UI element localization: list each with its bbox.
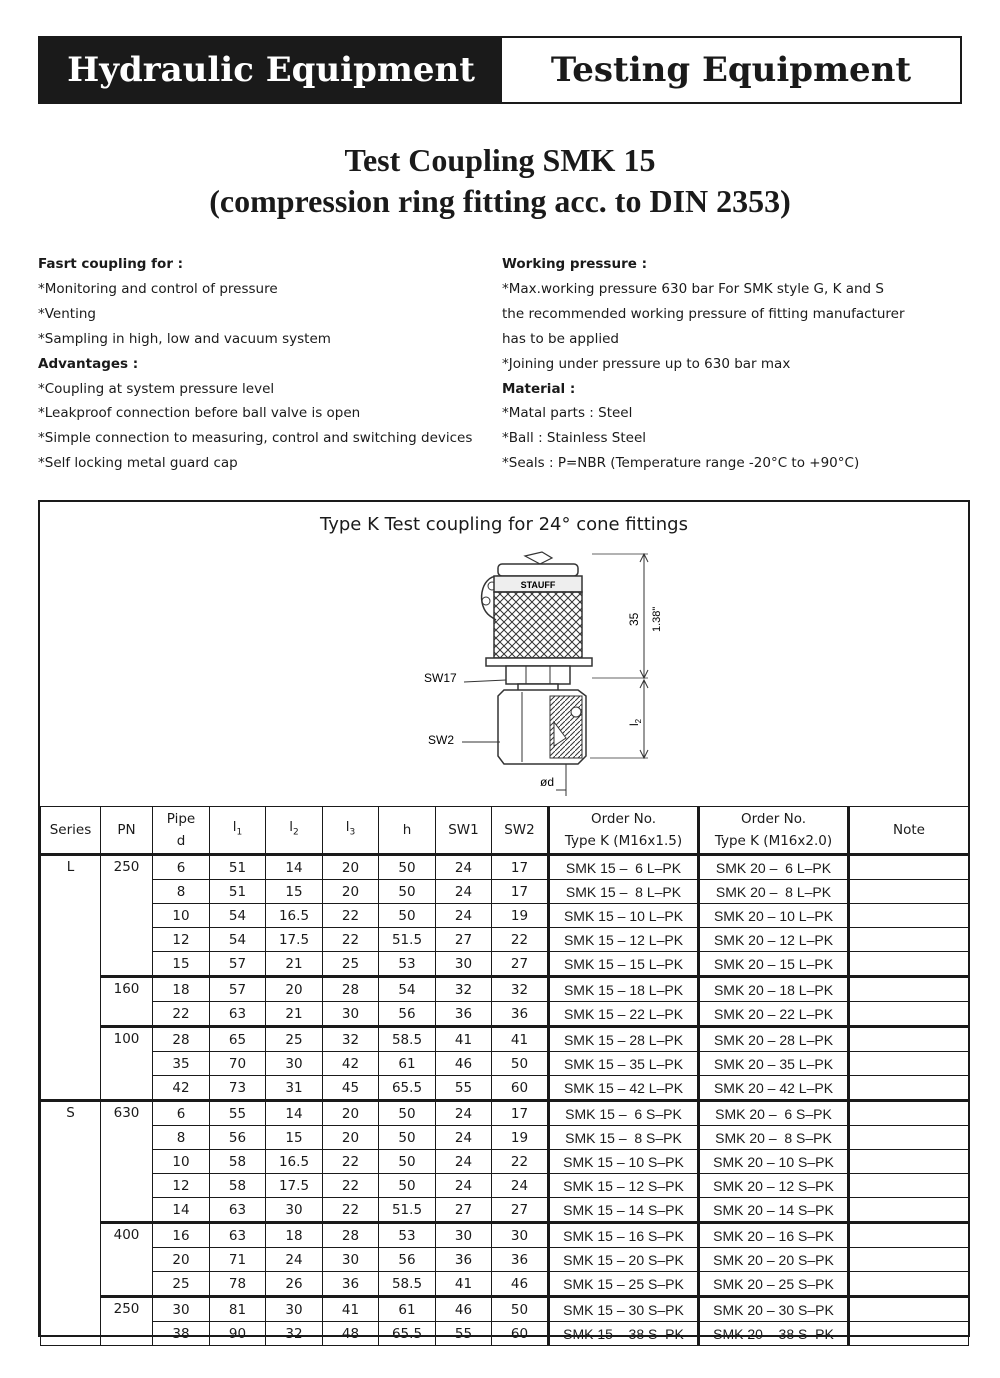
table-row <box>41 1223 969 1248</box>
value-cell: 30 <box>436 952 492 977</box>
value-cell: 36 <box>436 1002 492 1027</box>
value-cell: 50 <box>379 855 436 880</box>
table-row <box>41 855 969 880</box>
order-number-cell: SMK 15 – 12 S–PK <box>549 1174 699 1198</box>
value-cell: 50 <box>492 1297 549 1322</box>
col-l3: $l_3$ <box>323 807 379 855</box>
order-number-cell: SMK 20 – 15 L–PK <box>699 952 849 977</box>
value-cell: 30 <box>266 1052 323 1076</box>
value-cell: 10 <box>153 904 210 928</box>
value-cell: 70 <box>210 1052 266 1076</box>
value-cell: 41 <box>323 1297 379 1322</box>
knurled-body-icon <box>494 592 582 658</box>
order-number-cell: SMK 15 – 8 L–PK <box>549 880 699 904</box>
value-cell: 45 <box>323 1076 379 1101</box>
value-cell: 51 <box>210 880 266 904</box>
page-subtitle: (compression ring fitting acc. to DIN 2353) <box>209 183 791 219</box>
order-number-cell: SMK 20 – 14 S–PK <box>699 1198 849 1223</box>
order-number-cell: SMK 20 – 6 L–PK <box>699 855 849 880</box>
order-number-cell: SMK 15 – 10 L–PK <box>549 904 699 928</box>
value-cell: 15 <box>153 952 210 977</box>
value-cell: 71 <box>210 1248 266 1272</box>
table-row <box>41 1052 969 1076</box>
value-cell: 50 <box>379 1174 436 1198</box>
value-cell: 22 <box>323 1174 379 1198</box>
info-heading: Advantages : <box>38 355 139 372</box>
note-cell <box>849 1174 969 1198</box>
col-order-m16x20: Order No. Type K (M16x2.0) <box>699 807 849 855</box>
table-row <box>41 1198 969 1223</box>
value-cell: 28 <box>153 1027 210 1052</box>
cap-top-icon <box>498 564 578 576</box>
value-cell: 22 <box>323 928 379 952</box>
page-title: Test Coupling SMK 15 <box>344 142 656 178</box>
order-number-cell: SMK 15 – 10 S–PK <box>549 1150 699 1174</box>
value-cell: 25 <box>323 952 379 977</box>
value-cell: 41 <box>492 1027 549 1052</box>
info-line: *Sampling in high, low and vacuum system <box>38 330 331 347</box>
value-cell: 58.5 <box>379 1272 436 1297</box>
value-cell: 21 <box>266 1002 323 1027</box>
note-cell <box>849 1223 969 1248</box>
order-number-cell: SMK 20 – 6 S–PK <box>699 1101 849 1126</box>
value-cell: 56 <box>210 1126 266 1150</box>
note-cell <box>849 1248 969 1272</box>
note-cell <box>849 1150 969 1174</box>
order-number-cell: SMK 20 – 20 S–PK <box>699 1248 849 1272</box>
value-cell: 55 <box>436 1322 492 1346</box>
col-pn: PN <box>101 807 153 855</box>
value-cell: 16 <box>153 1223 210 1248</box>
info-line: *Matal parts : Steel <box>502 405 633 422</box>
order-number-cell: SMK 20 – 8 S–PK <box>699 1126 849 1150</box>
value-cell: 30 <box>266 1198 323 1223</box>
value-cell: 55 <box>210 1101 266 1126</box>
value-cell: 36 <box>492 1248 549 1272</box>
col-sw1: SW1 <box>436 807 492 855</box>
note-cell <box>849 1297 969 1322</box>
value-cell: 30 <box>492 1223 549 1248</box>
value-cell: 20 <box>323 1126 379 1150</box>
pn-cell: 250 <box>101 1297 153 1346</box>
order-number-cell: SMK 20 – 18 L–PK <box>699 977 849 1002</box>
value-cell: 61 <box>379 1052 436 1076</box>
value-cell: 54 <box>210 904 266 928</box>
col-l2: $l_2$ <box>266 807 323 855</box>
value-cell: 42 <box>153 1076 210 1101</box>
value-cell: 50 <box>379 1101 436 1126</box>
value-cell: 24 <box>436 1126 492 1150</box>
value-cell: 26 <box>266 1272 323 1297</box>
value-cell: 28 <box>323 1223 379 1248</box>
order-number-cell: SMK 20 – 25 S–PK <box>699 1272 849 1297</box>
value-cell: 63 <box>210 1198 266 1223</box>
value-cell: 60 <box>492 1076 549 1101</box>
value-cell: 42 <box>323 1052 379 1076</box>
value-cell: 17 <box>492 1101 549 1126</box>
order-number-cell: SMK 15 – 6 L–PK <box>549 855 699 880</box>
note-cell <box>849 928 969 952</box>
value-cell: 38 <box>153 1322 210 1346</box>
order-number-cell: SMK 20 – 10 L–PK <box>699 904 849 928</box>
info-line: *Monitoring and control of pressure <box>38 280 278 297</box>
value-cell: 46 <box>436 1052 492 1076</box>
info-line: *Ball : Stainless Steel <box>502 430 646 447</box>
coupling-diagram <box>380 546 680 806</box>
value-cell: 24 <box>436 1150 492 1174</box>
table-row <box>41 904 969 928</box>
note-cell <box>849 1076 969 1101</box>
order-number-cell: SMK 15 – 30 S–PK <box>549 1297 699 1322</box>
spec-table <box>40 806 969 1346</box>
value-cell: 65 <box>210 1027 266 1052</box>
value-cell: 58 <box>210 1174 266 1198</box>
value-cell: 15 <box>266 1126 323 1150</box>
table-row <box>41 977 969 1002</box>
value-cell: 56 <box>379 1248 436 1272</box>
value-cell: 17.5 <box>266 928 323 952</box>
value-cell: 30 <box>436 1223 492 1248</box>
value-cell: 53 <box>379 952 436 977</box>
value-cell: 14 <box>266 855 323 880</box>
value-cell: 20 <box>266 977 323 1002</box>
value-cell: 54 <box>379 977 436 1002</box>
value-cell: 24 <box>436 1174 492 1198</box>
value-cell: 41 <box>436 1027 492 1052</box>
value-cell: 50 <box>379 1126 436 1150</box>
value-cell: 28 <box>323 977 379 1002</box>
note-cell <box>849 1101 969 1126</box>
table-row <box>41 928 969 952</box>
value-cell: 17 <box>492 855 549 880</box>
dim-l2-label: l <box>627 723 641 726</box>
table-row <box>41 1272 969 1297</box>
value-cell: 14 <box>153 1198 210 1223</box>
value-cell: 32 <box>436 977 492 1002</box>
series-cell: S <box>41 1101 101 1346</box>
value-cell: 20 <box>153 1248 210 1272</box>
value-cell: 25 <box>266 1027 323 1052</box>
order-number-cell: SMK 20 – 35 L–PK <box>699 1052 849 1076</box>
svg-text:l2 <box>627 718 643 726</box>
value-cell: 20 <box>323 1101 379 1126</box>
value-cell: 31 <box>266 1076 323 1101</box>
value-cell: 32 <box>266 1322 323 1346</box>
info-line: *Venting <box>38 305 96 322</box>
value-cell: 15 <box>266 880 323 904</box>
value-cell: 24 <box>436 904 492 928</box>
value-cell: 51 <box>210 855 266 880</box>
order-number-cell: SMK 20 – 16 S–PK <box>699 1223 849 1248</box>
value-cell: 12 <box>153 928 210 952</box>
value-cell: 60 <box>492 1322 549 1346</box>
value-cell: 19 <box>492 1126 549 1150</box>
value-cell: 90 <box>210 1322 266 1346</box>
order-number-cell: SMK 15 – 28 L–PK <box>549 1027 699 1052</box>
info-right-column <box>502 252 972 476</box>
value-cell: 27 <box>436 1198 492 1223</box>
info-heading: Fasrt coupling for : <box>38 256 184 272</box>
value-cell: 50 <box>492 1052 549 1076</box>
value-cell: 8 <box>153 880 210 904</box>
note-cell <box>849 1052 969 1076</box>
value-cell: 27 <box>492 1198 549 1223</box>
value-cell: 18 <box>153 977 210 1002</box>
dim-35-label: 35 <box>627 612 641 626</box>
sw17-label: SW17 <box>424 671 457 685</box>
info-line: the recommended working pressure of fitting manufacturer <box>502 305 905 322</box>
value-cell: 51.5 <box>379 1198 436 1223</box>
dim-l2-sub: 2 <box>634 718 643 724</box>
order-number-cell: SMK 15 – 14 S–PK <box>549 1198 699 1223</box>
value-cell: 65.5 <box>379 1322 436 1346</box>
value-cell: 36 <box>436 1248 492 1272</box>
col-sw2: SW2 <box>492 807 549 855</box>
value-cell: 32 <box>323 1027 379 1052</box>
value-cell: 36 <box>492 1002 549 1027</box>
value-cell: 19 <box>492 904 549 928</box>
value-cell: 50 <box>379 880 436 904</box>
order-number-cell: SMK 20 – 38 S–PK <box>699 1322 849 1346</box>
col-l1: $l_1$ <box>210 807 266 855</box>
value-cell: 48 <box>323 1322 379 1346</box>
pn-cell: 100 <box>101 1027 153 1101</box>
series-cell: L <box>41 855 101 1101</box>
order-number-cell: SMK 20 – 12 S–PK <box>699 1174 849 1198</box>
note-cell <box>849 1126 969 1150</box>
info-left-column <box>38 252 488 476</box>
order-number-cell: SMK 15 – 35 L–PK <box>549 1052 699 1076</box>
info-line: *Max.working pressure 630 bar For SMK style G, K and S <box>502 280 884 297</box>
sw2-label: SW2 <box>428 733 455 747</box>
order-number-cell: SMK 15 – 12 L–PK <box>549 928 699 952</box>
table-row <box>41 1076 969 1101</box>
order-number-cell: SMK 15 – 6 S–PK <box>549 1101 699 1126</box>
col-note: Note <box>849 807 969 855</box>
value-cell: 16.5 <box>266 1150 323 1174</box>
pn-cell: 160 <box>101 977 153 1027</box>
value-cell: 30 <box>266 1297 323 1322</box>
order-number-cell: SMK 15 – 22 L–PK <box>549 1002 699 1027</box>
header-right-label: Testing Equipment <box>550 50 912 90</box>
value-cell: 27 <box>436 928 492 952</box>
table-row <box>41 880 969 904</box>
value-cell: 18 <box>266 1223 323 1248</box>
value-cell: 56 <box>379 1002 436 1027</box>
note-cell <box>849 977 969 1002</box>
order-number-cell: SMK 15 – 42 L–PK <box>549 1076 699 1101</box>
value-cell: 51.5 <box>379 928 436 952</box>
value-cell: 61 <box>379 1297 436 1322</box>
value-cell: 32 <box>492 977 549 1002</box>
value-cell: 21 <box>266 952 323 977</box>
table-row <box>41 1150 969 1174</box>
value-cell: 14 <box>266 1101 323 1126</box>
table-row <box>41 1002 969 1027</box>
brand-label: STAUFF <box>520 580 556 590</box>
value-cell: 16.5 <box>266 904 323 928</box>
value-cell: 41 <box>436 1272 492 1297</box>
pn-cell: 400 <box>101 1223 153 1297</box>
info-line: *Joining under pressure up to 630 bar max <box>502 355 791 372</box>
value-cell: 63 <box>210 1223 266 1248</box>
value-cell: 57 <box>210 977 266 1002</box>
value-cell: 46 <box>436 1297 492 1322</box>
note-cell <box>849 952 969 977</box>
value-cell: 58 <box>210 1150 266 1174</box>
col-order-m16x15: Order No. Type K (M16x1.5) <box>549 807 699 855</box>
value-cell: 27 <box>492 952 549 977</box>
table-row <box>41 1101 969 1126</box>
table-row <box>41 1126 969 1150</box>
value-cell: 24 <box>436 855 492 880</box>
hex-sw17-icon <box>506 666 570 684</box>
value-cell: 6 <box>153 1101 210 1126</box>
info-heading: Working pressure : <box>502 256 647 272</box>
note-cell <box>849 1198 969 1223</box>
value-cell: 36 <box>323 1272 379 1297</box>
value-cell: 46 <box>492 1272 549 1297</box>
order-number-cell: SMK 15 – 18 L–PK <box>549 977 699 1002</box>
value-cell: 25 <box>153 1272 210 1297</box>
order-number-cell: SMK 20 – 12 L–PK <box>699 928 849 952</box>
note-cell <box>849 1027 969 1052</box>
order-number-cell: SMK 20 – 30 S–PK <box>699 1297 849 1322</box>
value-cell: 20 <box>323 880 379 904</box>
value-cell: 22 <box>323 904 379 928</box>
table-header-row <box>41 807 969 855</box>
dim-inch-label: 1.38" <box>651 606 663 632</box>
value-cell: 30 <box>323 1002 379 1027</box>
value-cell: 24 <box>492 1174 549 1198</box>
value-cell: 22 <box>323 1150 379 1174</box>
value-cell: 55 <box>436 1076 492 1101</box>
value-cell: 30 <box>323 1248 379 1272</box>
order-number-cell: SMK 20 – 10 S–PK <box>699 1150 849 1174</box>
note-cell <box>849 1002 969 1027</box>
table-row <box>41 1322 969 1346</box>
info-line: *Seals : P=NBR (Temperature range -20°C to +90°C) <box>502 455 860 472</box>
table-row <box>41 1297 969 1322</box>
note-cell <box>849 855 969 880</box>
value-cell: 53 <box>379 1223 436 1248</box>
info-line: *Self locking metal guard cap <box>38 455 238 472</box>
table-row <box>41 1027 969 1052</box>
info-heading: Material : <box>502 380 576 397</box>
value-cell: 24 <box>436 1101 492 1126</box>
order-number-cell: SMK 15 – 8 S–PK <box>549 1126 699 1150</box>
value-cell: 65.5 <box>379 1076 436 1101</box>
col-pipe: Pipe d <box>153 807 210 855</box>
value-cell: 35 <box>153 1052 210 1076</box>
value-cell: 73 <box>210 1076 266 1101</box>
value-cell: 10 <box>153 1150 210 1174</box>
col-h: h <box>379 807 436 855</box>
header-banner <box>38 36 962 104</box>
value-cell: 81 <box>210 1297 266 1322</box>
value-cell: 30 <box>153 1297 210 1322</box>
order-number-cell: SMK 20 – 22 L–PK <box>699 1002 849 1027</box>
table-row <box>41 1248 969 1272</box>
note-cell <box>849 880 969 904</box>
value-cell: 24 <box>436 880 492 904</box>
note-cell <box>849 904 969 928</box>
value-cell: 22 <box>323 1198 379 1223</box>
order-number-cell: SMK 15 – 20 S–PK <box>549 1248 699 1272</box>
col-series: Series <box>41 807 101 855</box>
note-cell <box>849 1322 969 1346</box>
table-row <box>41 952 969 977</box>
value-cell: 8 <box>153 1126 210 1150</box>
value-cell: 12 <box>153 1174 210 1198</box>
value-cell: 22 <box>153 1002 210 1027</box>
value-cell: 20 <box>323 855 379 880</box>
value-cell: 6 <box>153 855 210 880</box>
value-cell: 57 <box>210 952 266 977</box>
od-label: ød <box>540 775 555 789</box>
value-cell: 54 <box>210 928 266 952</box>
order-number-cell: SMK 15 – 16 S–PK <box>549 1223 699 1248</box>
value-cell: 50 <box>379 1150 436 1174</box>
order-number-cell: SMK 15 – 25 S–PK <box>549 1272 699 1297</box>
order-number-cell: SMK 20 – 28 L–PK <box>699 1027 849 1052</box>
value-cell: 50 <box>379 904 436 928</box>
table-row <box>41 1174 969 1198</box>
info-line: *Simple connection to measuring, control and switching devices <box>38 430 473 447</box>
order-number-cell: SMK 15 – 15 L–PK <box>549 952 699 977</box>
value-cell: 22 <box>492 928 549 952</box>
value-cell: 22 <box>492 1150 549 1174</box>
value-cell: 58.5 <box>379 1027 436 1052</box>
pn-cell: 250 <box>101 855 153 977</box>
value-cell: 17.5 <box>266 1174 323 1198</box>
order-number-cell: SMK 15 – 38 S–PK <box>549 1322 699 1346</box>
order-number-cell: SMK 20 – 8 L–PK <box>699 880 849 904</box>
info-line: has to be applied <box>502 330 619 347</box>
order-number-cell: SMK 20 – 42 L–PK <box>699 1076 849 1101</box>
header-left-label: Hydraulic Equipment <box>40 38 502 102</box>
value-cell: 24 <box>266 1248 323 1272</box>
box-title: Type K Test coupling for 24° cone fittings <box>320 514 688 535</box>
value-cell: 17 <box>492 880 549 904</box>
value-cell: 63 <box>210 1002 266 1027</box>
info-line: *Leakproof connection before ball valve is open <box>38 405 361 422</box>
note-cell <box>849 1272 969 1297</box>
value-cell: 78 <box>210 1272 266 1297</box>
pn-cell: 630 <box>101 1101 153 1223</box>
info-line: *Coupling at system pressure level <box>38 380 275 397</box>
